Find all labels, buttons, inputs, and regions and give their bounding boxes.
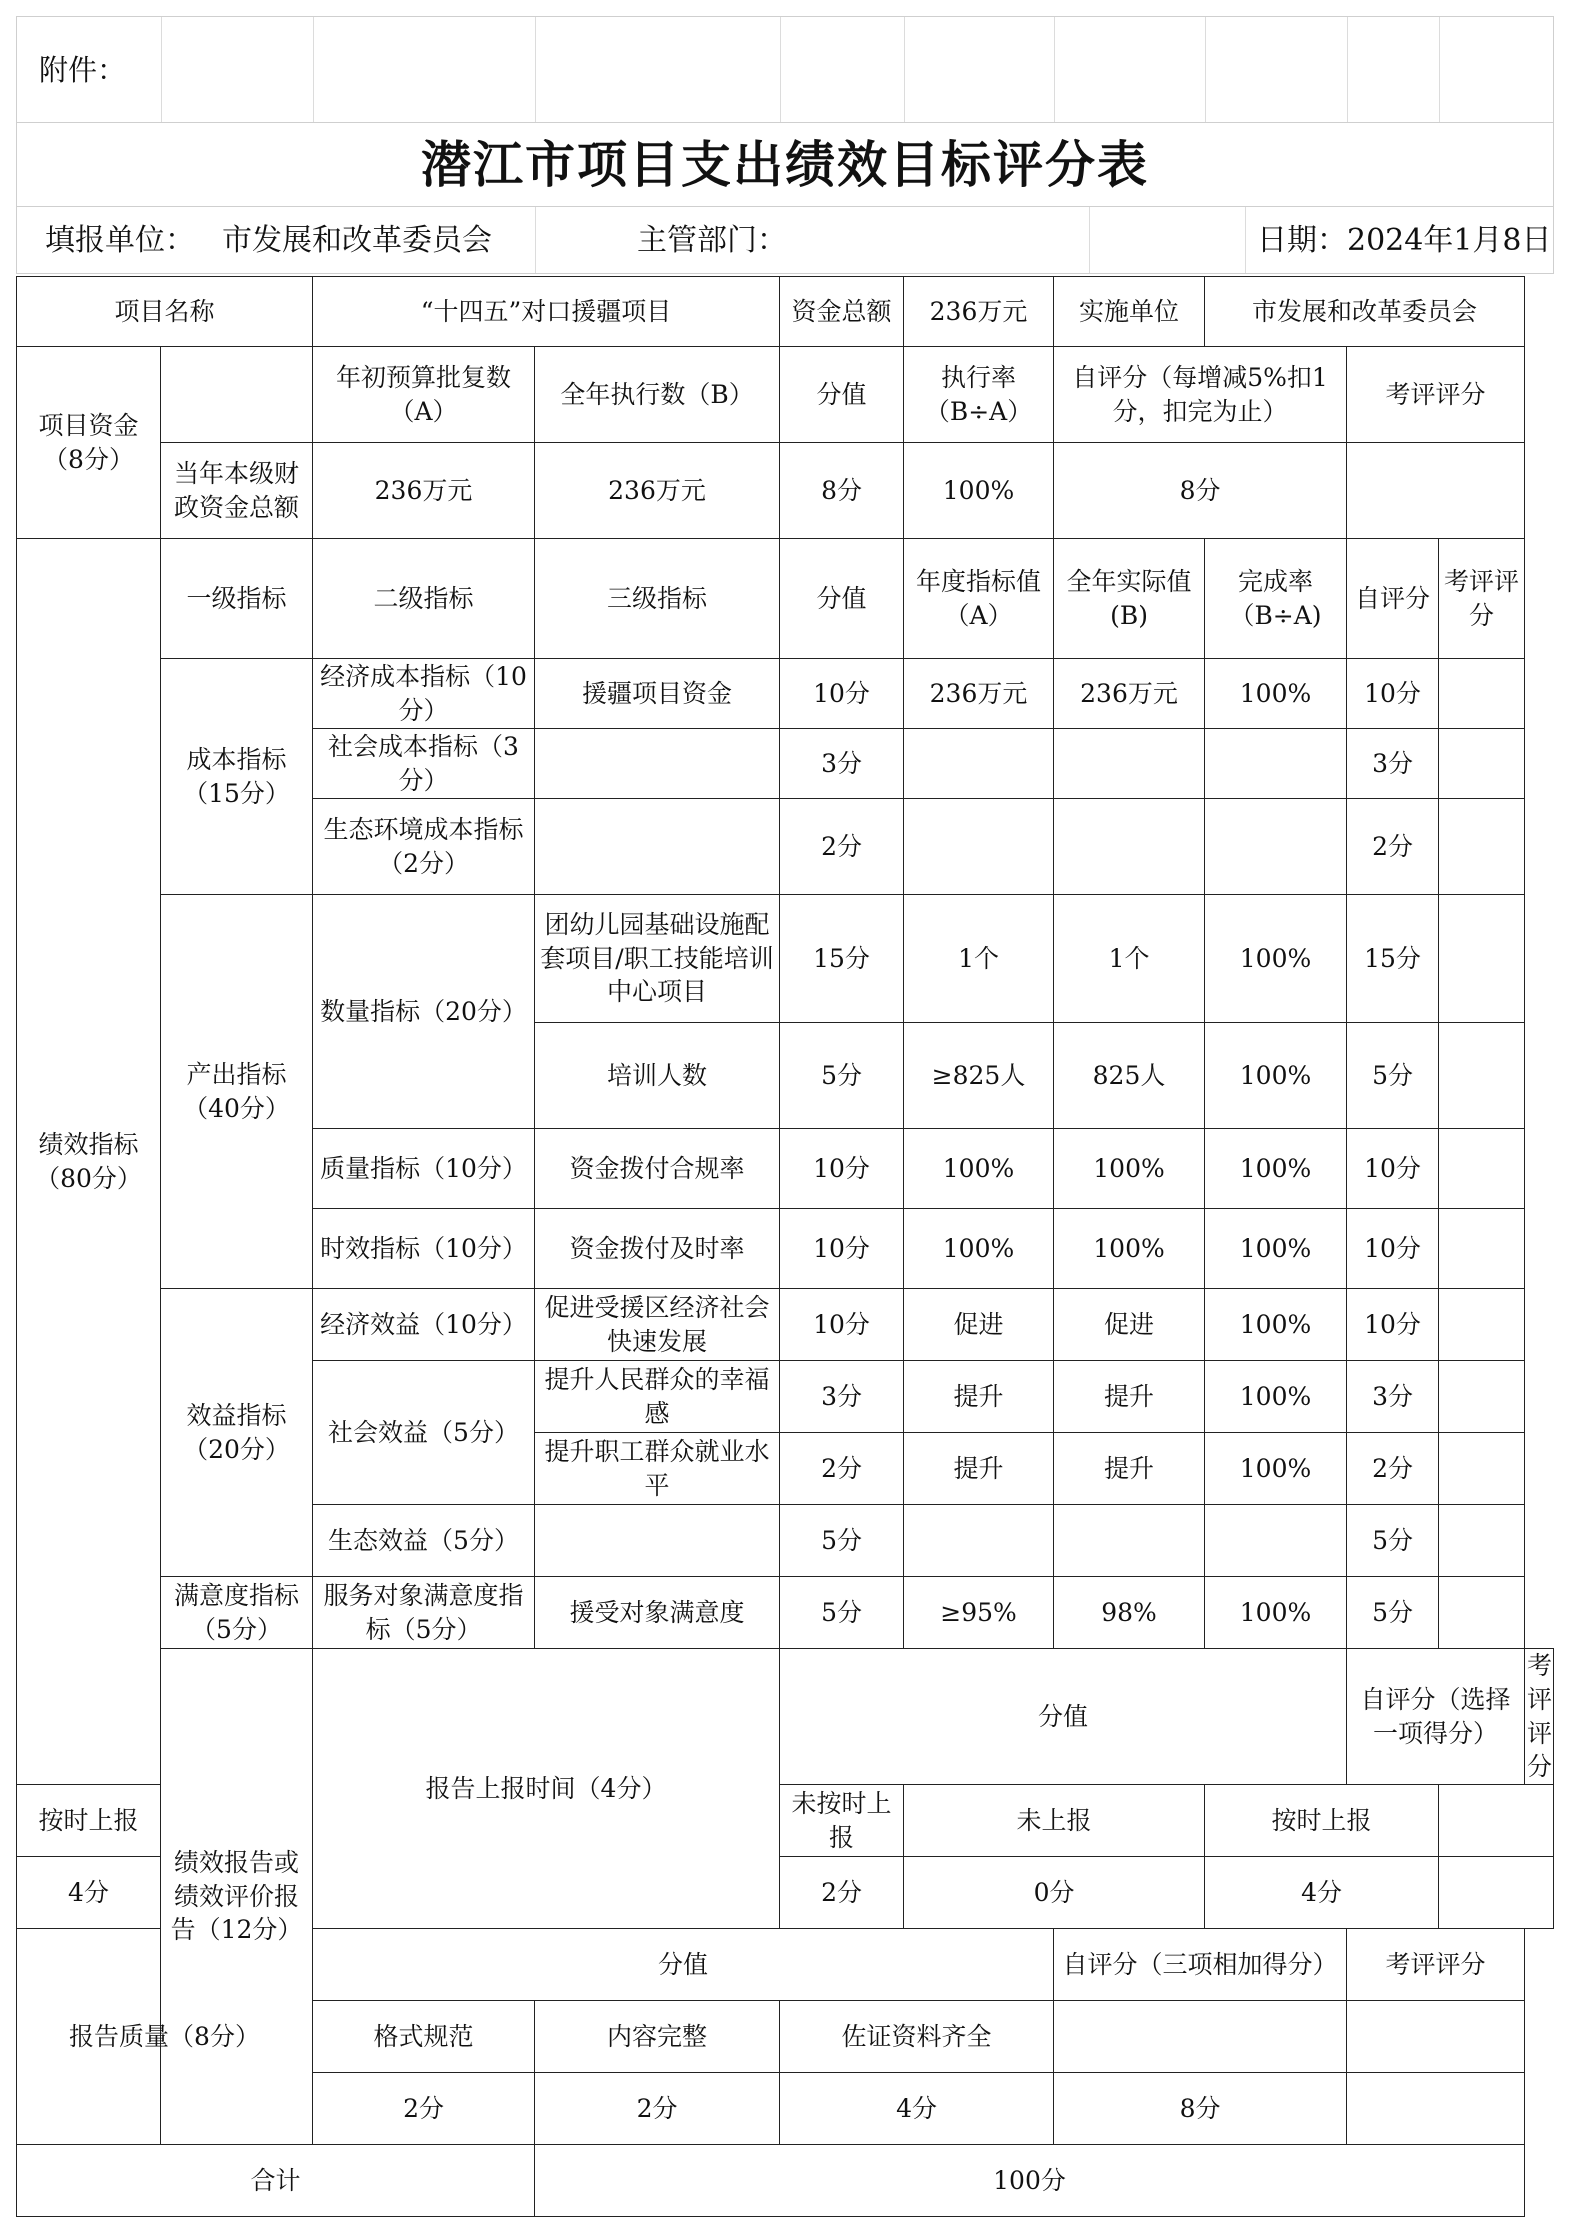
score-cell: 2分: [780, 1433, 904, 1505]
date-label: 日期：: [1257, 223, 1347, 258]
perf-header: 分值: [780, 539, 904, 659]
target-cell: [904, 1505, 1054, 1577]
review-cell: [1439, 1433, 1525, 1505]
time-self-score: 4分: [1205, 1857, 1439, 1929]
time-score: 4分: [17, 1857, 161, 1929]
review-cell: [1439, 1209, 1525, 1289]
time-option: 按时上报: [17, 1785, 161, 1857]
rate-cell: 100%: [1205, 895, 1347, 1023]
rate-cell: 100%: [1205, 1209, 1347, 1289]
rate-cell: 100%: [1205, 1361, 1347, 1433]
time-score: 0分: [904, 1857, 1205, 1929]
rate-cell: 100%: [1205, 1577, 1347, 1649]
review-cell: [1439, 895, 1525, 1023]
review-cell: [1439, 1577, 1525, 1649]
funding-value-row: [17, 443, 1554, 539]
actual-cell: [1054, 729, 1205, 799]
target-cell: 促进: [904, 1289, 1054, 1361]
report-quality-score-header: 分值: [313, 1929, 1054, 2001]
self-cell: 3分: [1347, 1361, 1439, 1433]
quality-score: 4分: [780, 2073, 1054, 2145]
self-cell: 3分: [1347, 729, 1439, 799]
score-table: [16, 276, 1554, 2217]
title-bar: [16, 122, 1554, 206]
report-time-header-row: [17, 1649, 1554, 1785]
target-cell: ≥825人: [904, 1023, 1054, 1129]
rate-cell: 100%: [1205, 1023, 1347, 1129]
l3-cell: 团幼儿园基础设施配套项目/职工技能培训中心项目: [535, 895, 780, 1023]
actual-cell: 1个: [1054, 895, 1205, 1023]
project-name-value: “十四五”对口援疆项目: [313, 277, 780, 347]
cost-l1: 成本指标（15分）: [161, 659, 313, 895]
target-cell: ≥95%: [904, 1577, 1054, 1649]
review-cell: [1439, 1023, 1525, 1129]
attachment-bar: [16, 16, 1554, 122]
rate-cell: 100%: [1205, 1129, 1347, 1209]
target-cell: [904, 799, 1054, 895]
l2-cell: 时效指标（10分）: [313, 1209, 535, 1289]
quality-option: 内容完整: [535, 2001, 780, 2073]
perf-header: 三级指标: [535, 539, 780, 659]
report-quality-label: 报告质量（8分）: [17, 1929, 313, 2145]
quality-option: 佐证资料齐全: [780, 2001, 1054, 2073]
target-cell: 100%: [904, 1209, 1054, 1289]
actual-cell: [1054, 799, 1205, 895]
perf-header: 全年实际值(B): [1054, 539, 1205, 659]
report-time-score-header: 分值: [780, 1649, 1347, 1785]
actual-cell: 825人: [1054, 1023, 1205, 1129]
l3-cell: [535, 729, 780, 799]
self-cell: 5分: [1347, 1577, 1439, 1649]
unit-label: 填报单位：: [45, 223, 195, 258]
l3-cell: 援受对象满意度: [535, 1577, 780, 1649]
l2-cell: 服务对象满意度指标（5分）: [313, 1577, 535, 1649]
self-score-header: 自评分（每增减5%扣1分，扣完为止）: [1054, 347, 1347, 443]
perf-header: 自评分: [1347, 539, 1439, 659]
score-cell: 3分: [780, 1361, 904, 1433]
info-bar: [16, 206, 1554, 274]
report-time-self-header: 自评分（选择一项得分）: [1347, 1649, 1525, 1785]
benefit-l1: 效益指标（20分）: [161, 1289, 313, 1577]
review-cell: [1439, 1785, 1554, 1857]
funding-row-label: 当年本级财政资金总额: [161, 443, 313, 539]
target-cell: 100%: [904, 1129, 1054, 1209]
l3-cell: 资金拨付合规率: [535, 1129, 780, 1209]
actual-cell: 100%: [1054, 1129, 1205, 1209]
table-row: [17, 1289, 1554, 1361]
perf-header: 二级指标: [313, 539, 535, 659]
actual-cell: 提升: [1054, 1361, 1205, 1433]
funding-rate: 100%: [904, 443, 1054, 539]
l3-cell: 促进受援区经济社会快速发展: [535, 1289, 780, 1361]
rate-cell: [1205, 729, 1347, 799]
funding-review: [1347, 443, 1525, 539]
rate-cell: [1205, 799, 1347, 895]
page-title: 潜江市项目支出绩效目标评分表: [421, 135, 1149, 194]
report-quality-self-header: 自评分（三项相加得分）: [1054, 1929, 1347, 2001]
l2-cell: 经济效益（10分）: [313, 1289, 535, 1361]
time-score: 2分: [780, 1857, 904, 1929]
score-cell: 10分: [780, 1209, 904, 1289]
l3-cell: 培训人数: [535, 1023, 780, 1129]
table-row: [17, 659, 1554, 729]
dept-label: 主管部门：: [637, 223, 787, 258]
l2-cell: 生态环境成本指标（2分）: [313, 799, 535, 895]
report-quality-review-header: 考评评分: [1347, 1929, 1525, 2001]
l3-cell: 援疆项目资金: [535, 659, 780, 729]
target-cell: [904, 729, 1054, 799]
review-cell: [1439, 1857, 1554, 1929]
actual-cell: 提升: [1054, 1433, 1205, 1505]
unit-value: 市发展和改革委员会: [222, 223, 492, 258]
rate-cell: 100%: [1205, 1433, 1347, 1505]
time-option: 未按时上报: [780, 1785, 904, 1857]
score-cell: 5分: [780, 1577, 904, 1649]
funding-header-row: [17, 347, 1554, 443]
exec-header: 全年执行数（B）: [535, 347, 780, 443]
table-row: [17, 1577, 1554, 1649]
actual-cell: 98%: [1054, 1577, 1205, 1649]
total-row: [17, 2145, 1554, 2217]
review-cell: [1439, 1129, 1525, 1209]
review-cell: [1439, 659, 1525, 729]
l3-cell: 资金拨付及时率: [535, 1209, 780, 1289]
funds-label: 资金总额: [780, 277, 904, 347]
self-cell: 5分: [1347, 1505, 1439, 1577]
l2-cell: 社会效益（5分）: [313, 1361, 535, 1505]
l2-cell: 社会成本指标（3分）: [313, 729, 535, 799]
perf-header-row: [17, 539, 1554, 659]
exec-value: 236万元: [535, 443, 780, 539]
score-cell: 2分: [780, 799, 904, 895]
perf-header: 考评评分: [1439, 539, 1525, 659]
impl-value: 市发展和改革委员会: [1205, 277, 1525, 347]
funding-self-score: 8分: [1054, 443, 1347, 539]
perf-header: 年度指标值（A）: [904, 539, 1054, 659]
l3-cell: 提升职工群众就业水平: [535, 1433, 780, 1505]
score-cell: 10分: [780, 659, 904, 729]
funding-score: 8分: [780, 443, 904, 539]
quality-self-score: 8分: [1054, 2073, 1347, 2145]
review-cell: [1347, 2073, 1525, 2145]
review-cell: [1439, 1505, 1525, 1577]
report-time-label: 报告上报时间（4分）: [313, 1649, 780, 1929]
score-cell: 10分: [780, 1289, 904, 1361]
budget-header: 年初预算批复数（A）: [313, 347, 535, 443]
l2-cell: 生态效益（5分）: [313, 1505, 535, 1577]
target-cell: 236万元: [904, 659, 1054, 729]
project-row: [17, 277, 1554, 347]
satisfaction-l1: 满意度指标（5分）: [161, 1577, 313, 1649]
review-cell: [1439, 799, 1525, 895]
self-cell: 10分: [1347, 1209, 1439, 1289]
funding-section-label: 项目资金（8分）: [17, 347, 161, 539]
review-cell: [1439, 1361, 1525, 1433]
time-selected: 按时上报: [1205, 1785, 1439, 1857]
quality-score: 2分: [313, 2073, 535, 2145]
funds-value: 236万元: [904, 277, 1054, 347]
l2-cell: 经济成本指标（10分）: [313, 659, 535, 729]
rate-cell: [1205, 1505, 1347, 1577]
total-value: 100分: [535, 2145, 1525, 2217]
time-option: 未上报: [904, 1785, 1205, 1857]
self-cell: 10分: [1347, 1129, 1439, 1209]
review-header: 考评评分: [1347, 347, 1525, 443]
score-cell: 5分: [780, 1023, 904, 1129]
rate-header: 执行率（B÷A）: [904, 347, 1054, 443]
actual-cell: [1054, 1505, 1205, 1577]
self-cell: 10分: [1347, 659, 1439, 729]
score-cell: 15分: [780, 895, 904, 1023]
target-cell: 提升: [904, 1361, 1054, 1433]
date-value: 2024年1月8日: [1347, 223, 1552, 258]
l2-cell: 质量指标（10分）: [313, 1129, 535, 1209]
score-cell: 5分: [780, 1505, 904, 1577]
quality-option: 格式规范: [313, 2001, 535, 2073]
score-cell: 3分: [780, 729, 904, 799]
score-header: 分值: [780, 347, 904, 443]
perf-section-label: 绩效指标（80分）: [17, 539, 161, 1785]
impl-label: 实施单位: [1054, 277, 1205, 347]
self-cell: 10分: [1347, 1289, 1439, 1361]
report-section-label: 绩效报告或绩效评价报告（12分）: [161, 1649, 313, 2145]
rate-cell: 100%: [1205, 1289, 1347, 1361]
review-cell: [1439, 1289, 1525, 1361]
review-cell: [1347, 2001, 1525, 2073]
self-cell: 15分: [1347, 895, 1439, 1023]
report-time-review-header: 考评评分: [1525, 1649, 1554, 1785]
l3-cell: [535, 1505, 780, 1577]
output-l1: 产出指标（40分）: [161, 895, 313, 1289]
self-cell: 2分: [1347, 799, 1439, 895]
rate-cell: 100%: [1205, 659, 1347, 729]
actual-cell: 100%: [1054, 1209, 1205, 1289]
attachment-label: 附件：: [39, 53, 127, 87]
score-cell: 10分: [780, 1129, 904, 1209]
budget-value: 236万元: [313, 443, 535, 539]
perf-header: 一级指标: [161, 539, 313, 659]
actual-cell: 促进: [1054, 1289, 1205, 1361]
self-cell: 5分: [1347, 1023, 1439, 1129]
review-cell: [1439, 729, 1525, 799]
table-row: [17, 895, 1554, 1023]
project-name-label: 项目名称: [17, 277, 313, 347]
l2-cell: 数量指标（20分）: [313, 895, 535, 1129]
self-cell: 2分: [1347, 1433, 1439, 1505]
l3-cell: 提升人民群众的幸福感: [535, 1361, 780, 1433]
target-cell: 1个: [904, 895, 1054, 1023]
perf-header: 完成率（B÷A): [1205, 539, 1347, 659]
total-label: 合计: [17, 2145, 535, 2217]
quality-score: 2分: [535, 2073, 780, 2145]
actual-cell: 236万元: [1054, 659, 1205, 729]
target-cell: 提升: [904, 1433, 1054, 1505]
l3-cell: [535, 799, 780, 895]
